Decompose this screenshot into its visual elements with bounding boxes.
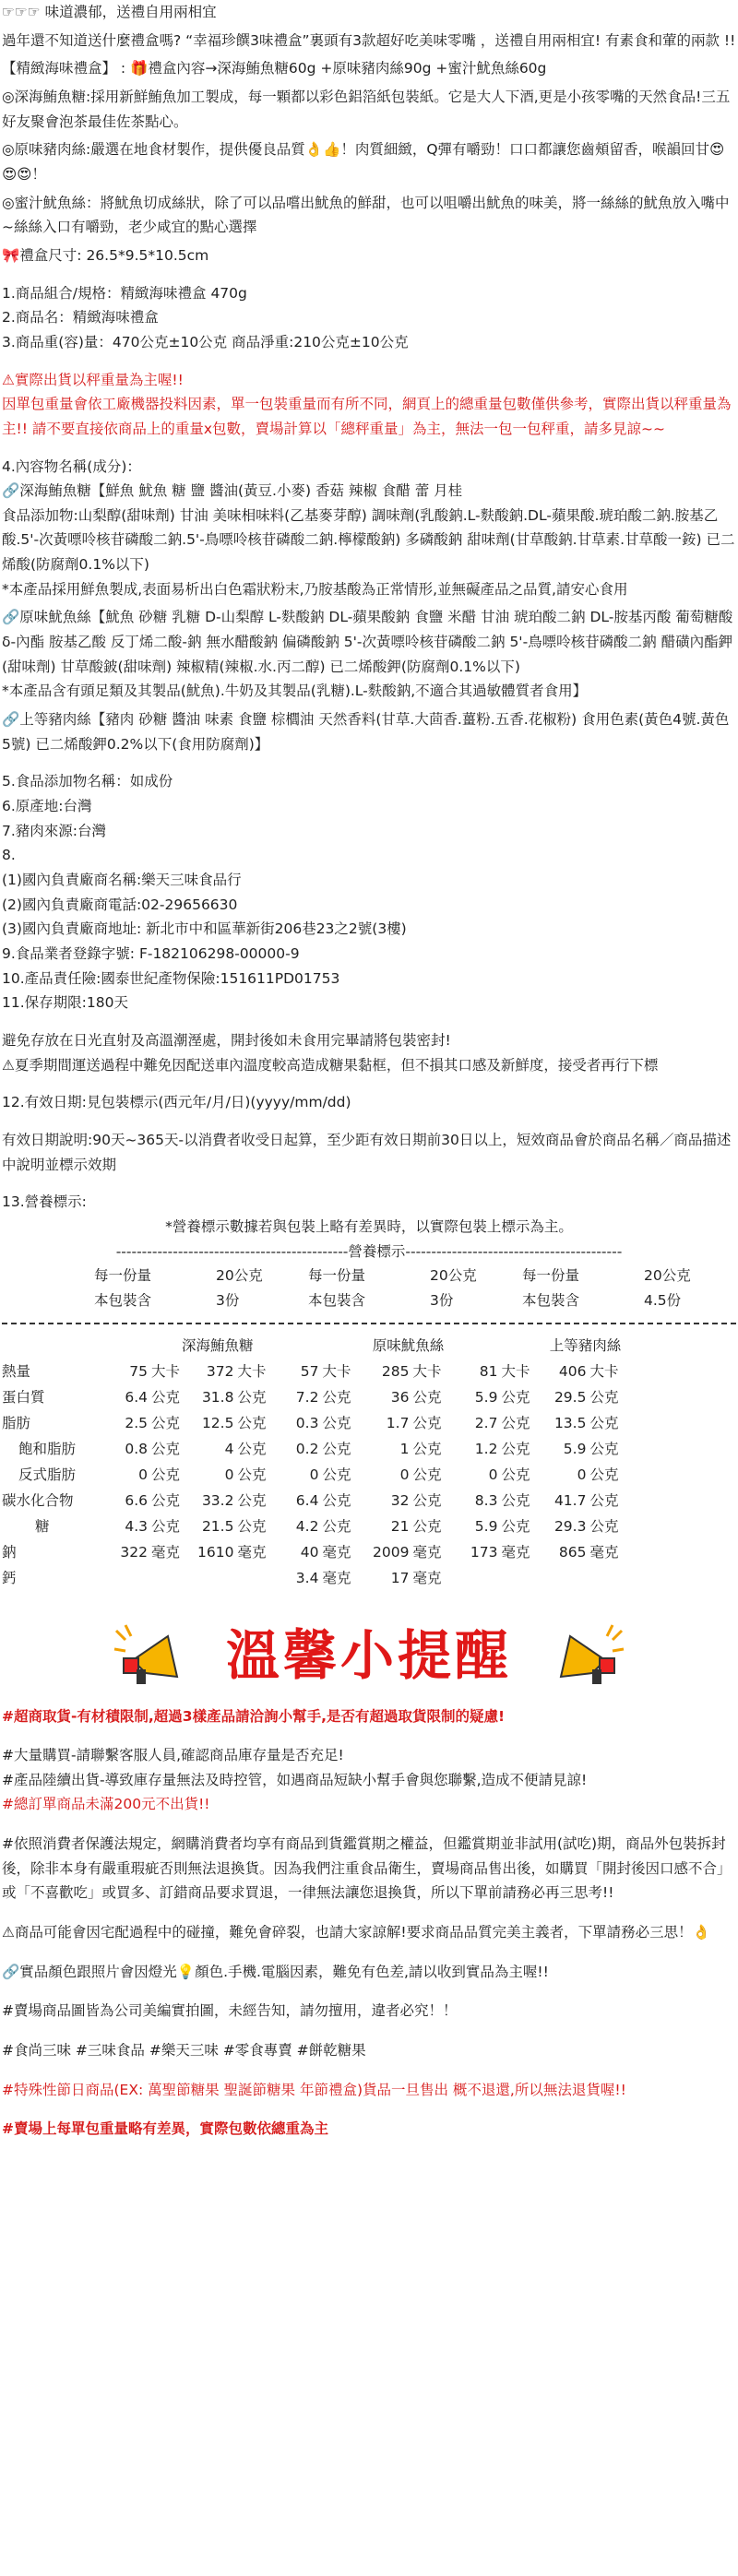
spec-item-3: 3.商品重(容)量：470公克±10公克 商品淨重:210公克±10公克 bbox=[2, 333, 409, 350]
nutrient-unit: 公克 bbox=[589, 1492, 619, 1510]
nutrient-value bbox=[197, 1566, 233, 1592]
reminder-bulk: #大量購買-請聯繫客服人員,確認商品庫存量是否充足! bbox=[2, 1747, 344, 1764]
nutrient-value: 13.5 bbox=[554, 1415, 587, 1432]
banner-title: 溫馨小提醒 bbox=[225, 1623, 512, 1687]
spec-item-8: 8. bbox=[2, 847, 16, 864]
nutrient-value: 41.7 bbox=[554, 1492, 587, 1510]
reminder-return-policy: #依照消費者保護法規定，網購消費者均享有商品到貨鑑賞期之權益，但鑑賞期並非試用(試吃)期，商品外包裝拆封後，除非本身有嚴重瑕疵否則無法退換貨。因為我們注重食品衛生，賣場商品售出後，如購買「開封後因口感不合」或「不喜歡吃」或買多、訂錯商品要求買退，一律無法讓您退換貨，所以下單前請務必再三思考!! bbox=[2, 1835, 732, 1902]
nutrient-value: 6.4 bbox=[295, 1492, 319, 1510]
nutrient-value: 0 bbox=[309, 1466, 319, 1484]
nutrient-unit: 公克 bbox=[412, 1466, 442, 1484]
reminder-weight: #賣場上每單包重量略有差異，實際包數依總重為主 bbox=[2, 2120, 328, 2138]
nutrient-unit: 毫克 bbox=[322, 1570, 351, 1587]
nutrient-unit: 公克 bbox=[412, 1415, 442, 1432]
nutrient-unit: 公克 bbox=[322, 1492, 351, 1510]
nutrient-unit: 公克 bbox=[151, 1441, 181, 1458]
nutrient-value: 406 bbox=[558, 1363, 587, 1381]
gift-box-size: 🎀禮盒尺寸: 26.5*9.5*10.5cm bbox=[2, 246, 209, 264]
nutrition-row bbox=[2, 1514, 673, 1540]
reminder-copyright: #賣場商品圖皆為公司美編實拍圖，未經告知，請勿擅用，違者必究！！ bbox=[2, 2002, 458, 2020]
vendor-phone: (2)國內負責廠商電話:02-29656630 bbox=[2, 896, 238, 913]
nutrition-row bbox=[2, 1566, 673, 1592]
nutrient-unit: 公克 bbox=[412, 1441, 442, 1458]
nutrient-unit: 公克 bbox=[151, 1389, 181, 1407]
vendor-address: (3)國內負責廠商地址: 新北市中和區華新街206巷23之2號(3樓) bbox=[2, 920, 407, 938]
nutrient-unit: 公克 bbox=[151, 1415, 181, 1432]
nutrient-value: 1.7 bbox=[386, 1415, 410, 1432]
nutrient-unit bbox=[586, 1566, 623, 1592]
nutrient-value: 0.8 bbox=[125, 1441, 148, 1458]
nutrient-unit: 公克 bbox=[501, 1518, 530, 1536]
nutrient-value: 2.7 bbox=[474, 1415, 498, 1432]
spec-item-5: 5.食品添加物名稱：如成份 bbox=[2, 773, 173, 790]
nutrient-value: 17 bbox=[390, 1570, 410, 1587]
spec-item-13: 13.營養標示: bbox=[2, 1193, 87, 1211]
nutrient-value: 0 bbox=[224, 1466, 234, 1484]
nutrient-value: 81 bbox=[479, 1363, 498, 1381]
squid-shreds-desc: ◎蜜汁魷魚絲：將魷魚切成絲狀，除了可以品嚐出魷魚的鮮甜，也可以咀嚼出魷魚的味美，將一絲絲的魷魚放入嘴中~絲絲入口有嚼勁，老少咸宜的點心選擇 bbox=[2, 194, 730, 236]
reminder-color: 🔗實品顏色跟照片會因燈光💡顏色.手機.電腦因素，難免有色差,請以收到實品為主喔!! bbox=[2, 1963, 549, 1980]
summer-note: ⚠夏季期間運送過程中難免因配送車內溫度較高造成糖果黏框，但不損其口感及新鮮度，接受者再行下標 bbox=[2, 1056, 659, 1074]
reminder-pickup-limit: #超商取貨-有材積限制,超過3樣產品請洽詢小幫手,是否有超過取貨限制的疑慮! bbox=[2, 1707, 506, 1725]
nutrient-unit: 大卡 bbox=[151, 1363, 181, 1381]
vendor-name: (1)國內負責廠商名稱:樂天三味食品行 bbox=[2, 872, 242, 888]
nutrient-value: 5.9 bbox=[563, 1441, 587, 1458]
nutrient-unit: 毫克 bbox=[501, 1544, 530, 1561]
nutrient-value: 32 bbox=[390, 1492, 410, 1510]
nutrient-value: 1.2 bbox=[474, 1441, 498, 1458]
nutrient-unit: 公克 bbox=[501, 1389, 530, 1407]
nutrient-value: 4.2 bbox=[295, 1518, 319, 1536]
nutrient-unit: 公克 bbox=[501, 1441, 530, 1458]
group-squid: 原味魷魚絲 bbox=[372, 1337, 445, 1355]
nutrition-row bbox=[2, 1540, 673, 1566]
nutrition-row bbox=[2, 1411, 673, 1437]
nutrient-unit: 公克 bbox=[589, 1441, 619, 1458]
nutrition-row bbox=[2, 1359, 673, 1385]
nutrient-label: 碳水化合物 bbox=[2, 1492, 74, 1510]
nutrient-value: 8.3 bbox=[474, 1492, 498, 1510]
nutrition-note: *營養標示數據若與包裝上略有差異時，以實際包裝上標示為主。 bbox=[165, 1217, 573, 1235]
nutrient-unit: 公克 bbox=[412, 1492, 442, 1510]
nutrient-value: 29.3 bbox=[554, 1518, 587, 1536]
nutrient-value: 1610 bbox=[197, 1544, 234, 1561]
tuna-ingredients-title: 🔗深海鮪魚糖【鮮魚 魷魚 糖 鹽 醬油(黃豆.小麥) 香菇 辣椒 食醋 蕾 月桂 bbox=[2, 482, 463, 500]
nutrient-unit: 毫克 bbox=[322, 1544, 351, 1561]
nutrition-row bbox=[2, 1463, 673, 1489]
nutrient-unit: 公克 bbox=[322, 1466, 351, 1484]
nutrient-value: 285 bbox=[381, 1363, 410, 1381]
intro-text: 過年還不知道送什麼禮盒嗎? “幸福珍饌3味禮盒”裏頭有3款超好吃美味零嘴 ，送禮自用兩相宜! 有素食和葷的兩款 !! bbox=[2, 31, 736, 49]
megaphone-icon bbox=[552, 1623, 625, 1688]
nutrient-value: 0 bbox=[577, 1466, 587, 1484]
spec-section bbox=[2, 281, 736, 1215]
nutrient-value: 5.9 bbox=[474, 1518, 498, 1536]
nutrient-value: 2.5 bbox=[125, 1415, 148, 1432]
spec-item-6: 6.原產地:台灣 bbox=[2, 798, 92, 815]
nutrient-unit bbox=[148, 1566, 197, 1592]
nutrition-row bbox=[2, 1489, 673, 1514]
nutrient-unit: 大卡 bbox=[237, 1363, 267, 1381]
nutrient-unit bbox=[497, 1566, 534, 1592]
nutrient-value: 173 bbox=[470, 1544, 498, 1561]
nutrient-unit: 公克 bbox=[151, 1466, 181, 1484]
nutrient-value: 1 bbox=[399, 1441, 410, 1458]
storage-note: 避免存放在日光直射及高溫潮溼處，開封後如未食用完畢請將包裝密封! bbox=[2, 1031, 451, 1049]
servings-row bbox=[2, 1264, 736, 1312]
nutrient-value: 6.4 bbox=[125, 1389, 148, 1407]
nutrient-unit: 公克 bbox=[412, 1518, 442, 1536]
pork-floss-desc: ◎原味豬肉絲:嚴選在地食材製作，提供優良品質👌👍！肉質細緻，Q彈有嚼勁！口口都讓您齒頰留香，喉韻回甘😍😍😍！ bbox=[2, 141, 725, 183]
nutrient-label: 鈣 bbox=[2, 1570, 17, 1587]
nutrient-unit: 公克 bbox=[237, 1389, 267, 1407]
nutrient-value: 12.5 bbox=[201, 1415, 234, 1432]
nutrient-value: 21 bbox=[390, 1518, 410, 1536]
nutrient-unit: 公克 bbox=[237, 1441, 267, 1458]
reminder-hashtags: #食尚三味 #三味食品 #樂天三味 #零食專賣 #餅乾糖果 bbox=[2, 2042, 366, 2060]
weight-warning-body: 因單包重量會依工廠機器投料因素，單一包裝重量而有所不同，網頁上的總重量包數僅供參考，實際出貨以秤重量為主!! 請不要直接依商品上的重量x包數，賣場計算以「總秤重量」為主，無法一包一包秤重，請多見諒~~ bbox=[2, 396, 732, 437]
serving-block-squid: 每一份量 20公克 本包裝含 3份 bbox=[308, 1267, 477, 1309]
nutrient-unit: 公克 bbox=[322, 1441, 351, 1458]
nutrient-unit: 毫克 bbox=[151, 1544, 181, 1561]
nutrient-unit: 大卡 bbox=[412, 1363, 442, 1381]
nutrition-section bbox=[2, 1215, 736, 1592]
reminder-min-order: #總訂單商品未滿200元不出貨!! bbox=[2, 1796, 210, 1813]
gift-box-contents: 【精緻海味禮盒】 : 🎁禮盒內容→深海鮪魚糖60g +原味豬肉絲90g +蜜汁魷魚絲60g bbox=[2, 60, 547, 77]
nutrient-value: 31.8 bbox=[201, 1389, 234, 1407]
intro-section bbox=[2, 0, 736, 268]
reminder-holiday: #特殊性節日商品(EX: 萬聖節糖果 聖誕節糖果 年節禮盒)貨品一旦售出 概不退還,所以無法退貨喔!! bbox=[2, 2081, 626, 2098]
nutrient-value: 40 bbox=[300, 1544, 319, 1561]
nutrient-value: 5.9 bbox=[474, 1389, 498, 1407]
nutrient-unit: 公克 bbox=[322, 1415, 351, 1432]
spec-item-12: 12.有效日期:見包裝標示(西元年/月/日)(yyyy/mm/dd) bbox=[2, 1094, 351, 1111]
tuna-ingredients-body: 食品添加物:山梨醇(甜味劑) 甘油 美味相味料(乙基麥芽醇) 調味劑(乳酸鈉.L-麩酸鈉.DL-蘋果酸.琥珀酸二鈉.胺基乙酸.5'-次黃嘌呤核苷磷酸二鈉.5'-鳥嘌呤核苷磷酸二鈉.檸檬酸鈉) 多磷酸鈉 甜味劑(甘草酸鈉.甘草素.甘草酸一銨) 已二烯酸(防腐劑0.1%以下) bbox=[2, 506, 735, 574]
nutrient-value: 6.6 bbox=[125, 1492, 148, 1510]
nutrient-label: 熱量 bbox=[2, 1363, 31, 1381]
nutrient-value: 0 bbox=[488, 1466, 498, 1484]
intro-tagline: ☞☞☞ 味道濃郁，送禮自用兩相宜 bbox=[2, 4, 217, 20]
nutrient-unit: 毫克 bbox=[412, 1544, 442, 1561]
nutrient-value: 0.3 bbox=[295, 1415, 319, 1432]
nutrient-value: 29.5 bbox=[554, 1389, 587, 1407]
nutrient-unit: 公克 bbox=[322, 1389, 351, 1407]
nutrient-unit bbox=[233, 1566, 270, 1592]
nutrient-value: 75 bbox=[129, 1363, 148, 1381]
nutrient-value: 372 bbox=[206, 1363, 234, 1381]
nutrient-value: 7.2 bbox=[295, 1389, 319, 1407]
nutrition-group-header bbox=[2, 1334, 673, 1359]
spec-item-1: 1.商品組合/規格：精緻海味禮盒 470g bbox=[2, 284, 247, 302]
nutrient-label: 蛋白質 bbox=[2, 1389, 45, 1407]
nutrient-unit: 公克 bbox=[237, 1518, 267, 1536]
nutrient-value: 2009 bbox=[373, 1544, 410, 1561]
nutrient-value: 4.3 bbox=[125, 1518, 148, 1536]
nutrition-row bbox=[2, 1437, 673, 1463]
nutrient-unit: 公克 bbox=[589, 1466, 619, 1484]
nutrition-title: ---------------------------------------------營養標示------------------------------------------ bbox=[115, 1242, 623, 1260]
squid-ingredients: 🔗原味魷魚絲【魷魚 砂糖 乳糖 D-山梨醇 L-麩酸鈉 DL-蘋果酸鈉 食鹽 米醋 甘油 琥珀酸二鈉 DL-胺基丙酸 葡萄糖酸δ-內酯 胺基乙酸 反丁烯二酸-鈉 無水醋酸鈉 偏磷酸鈉 5'-次黃嘌呤核苷磷酸二鈉 5'-鳥嘌呤核苷磷酸二鈉 醋磺內酯鉀(甜味劑) 甘草酸鈹(甜味劑) 辣椒精(辣椒.水.丙二醇) 已二烯酸鉀(防腐劑0.1%以下) bbox=[2, 609, 733, 675]
nutrient-unit: 公克 bbox=[501, 1415, 530, 1432]
pork-ingredients: 🔗上等豬肉絲【豬肉 砂糖 醬油 味素 食鹽 棕櫚油 天然香料(甘草.大茴香.薑粉.五香.花椒粉) 食用色素(黃色4號.黃色5號) 已二烯酸鉀0.2%以下(食用防腐劑)】 bbox=[2, 711, 730, 753]
expiry-note: 有效日期說明:90天~365天-以消費者收受日起算，至少距有效日期前30日以上，短效商品會於商品名稱／商品描述中說明並標示效期 bbox=[2, 1131, 732, 1173]
nutrition-table bbox=[2, 1334, 673, 1592]
nutrient-unit: 公克 bbox=[237, 1492, 267, 1510]
serving-block-tuna: 每一份量 20公克 本包裝含 3份 bbox=[94, 1267, 263, 1309]
nutrient-value: 4 bbox=[224, 1441, 234, 1458]
nutrient-label: 脂肪 bbox=[2, 1415, 31, 1432]
nutrient-value: 57 bbox=[300, 1363, 319, 1381]
reminder-breakage: ⚠商品可能會因宅配過程中的碰撞，難免會碎裂，也請大家諒解!要求商品品質完美主義者，下單請務必三思！👌 bbox=[2, 1924, 710, 1941]
nutrient-unit: 公克 bbox=[151, 1518, 181, 1536]
nutrient-value: 33.2 bbox=[201, 1492, 234, 1510]
nutrient-unit: 公克 bbox=[151, 1492, 181, 1510]
nutrient-unit: 公克 bbox=[322, 1518, 351, 1536]
nutrient-unit: 大卡 bbox=[589, 1363, 619, 1381]
nutrient-value: 3.4 bbox=[295, 1570, 319, 1587]
nutrient-value: 0.2 bbox=[295, 1441, 319, 1458]
nutrient-value bbox=[116, 1566, 148, 1592]
nutrition-row bbox=[2, 1385, 673, 1411]
nutrient-unit: 公克 bbox=[501, 1492, 530, 1510]
nutrient-label: 糖 bbox=[35, 1518, 50, 1536]
nutrient-value: 865 bbox=[558, 1544, 587, 1561]
nutrient-unit: 大卡 bbox=[322, 1363, 351, 1381]
serving-block-pork: 每一份量 20公克 本包裝含 4.5份 bbox=[522, 1267, 691, 1309]
nutrient-value bbox=[534, 1566, 586, 1592]
nutrient-value: 0 bbox=[138, 1466, 148, 1484]
reminders-section bbox=[2, 1704, 736, 2143]
spec-item-9: 9.食品業者登錄字號: F-182106298-00000-9 bbox=[2, 944, 300, 962]
nutrient-unit: 公克 bbox=[589, 1518, 619, 1536]
nutrient-unit: 毫克 bbox=[412, 1570, 442, 1587]
spec-item-11: 11.保存期限:180天 bbox=[2, 994, 128, 1012]
nutrient-unit: 毫克 bbox=[237, 1544, 267, 1561]
tuna-note: *本產品採用鮮魚製成,表面易析出白色霜狀粉末,乃胺基酸為正常情形,並無礙產品之品質,請安心食用 bbox=[2, 580, 628, 598]
nutrient-value: 36 bbox=[390, 1389, 410, 1407]
group-tuna: 深海鮪魚糖 bbox=[181, 1337, 254, 1355]
reminder-banner bbox=[2, 1603, 736, 1695]
nutrient-unit: 公克 bbox=[237, 1415, 267, 1432]
spec-item-7: 7.豬肉來源:台灣 bbox=[2, 822, 107, 839]
nutrient-value: 21.5 bbox=[201, 1518, 234, 1536]
nutrient-value bbox=[449, 1566, 497, 1592]
nutrient-unit: 大卡 bbox=[501, 1363, 530, 1381]
nutrient-unit: 毫克 bbox=[589, 1544, 619, 1561]
nutrient-value: 322 bbox=[120, 1544, 148, 1561]
tuna-candy-desc: ◎深海鮪魚糖:採用新鮮鮪魚加工製成，每一顆都以彩色鋁箔紙包裝紙。它是大人下酒,更是小孩零嘴的天然食品!三五好友聚會泡茶最佳佐茶點心。 bbox=[2, 88, 731, 130]
nutrient-unit: 公克 bbox=[237, 1466, 267, 1484]
nutrient-unit: 公克 bbox=[589, 1415, 619, 1432]
weight-warning-title: ⚠實際出貨以秤重量為主喔!! bbox=[2, 371, 184, 388]
nutrient-unit: 公克 bbox=[589, 1389, 619, 1407]
spec-item-4: 4.內容物名稱(成分)： bbox=[2, 457, 141, 475]
nutrient-label: 飽和脂肪 bbox=[18, 1441, 77, 1458]
spec-item-2: 2.商品名：精緻海味禮盒 bbox=[2, 309, 159, 326]
nutrient-label: 鈉 bbox=[2, 1544, 17, 1561]
spec-item-10: 10.產品責任險:國泰世紀產物保險:151611PD01753 bbox=[2, 969, 340, 987]
nutrient-label: 反式脂肪 bbox=[18, 1466, 77, 1484]
nutrient-unit: 公克 bbox=[501, 1466, 530, 1484]
group-pork: 上等豬肉絲 bbox=[549, 1337, 622, 1355]
squid-note: *本產品含有頭足類及其製品(魷魚).牛奶及其製品(乳糖).L-麩酸鈉,不適合其過敏體質者食用】 bbox=[2, 683, 588, 700]
reminder-stock: #產品陸續出貨-導致庫存量無法及時控管，如遇商品短缺小幫手會與您聯繫,造成不便請見諒! bbox=[2, 1771, 588, 1788]
nutrient-value: 0 bbox=[399, 1466, 410, 1484]
nutrient-unit: 公克 bbox=[412, 1389, 442, 1407]
